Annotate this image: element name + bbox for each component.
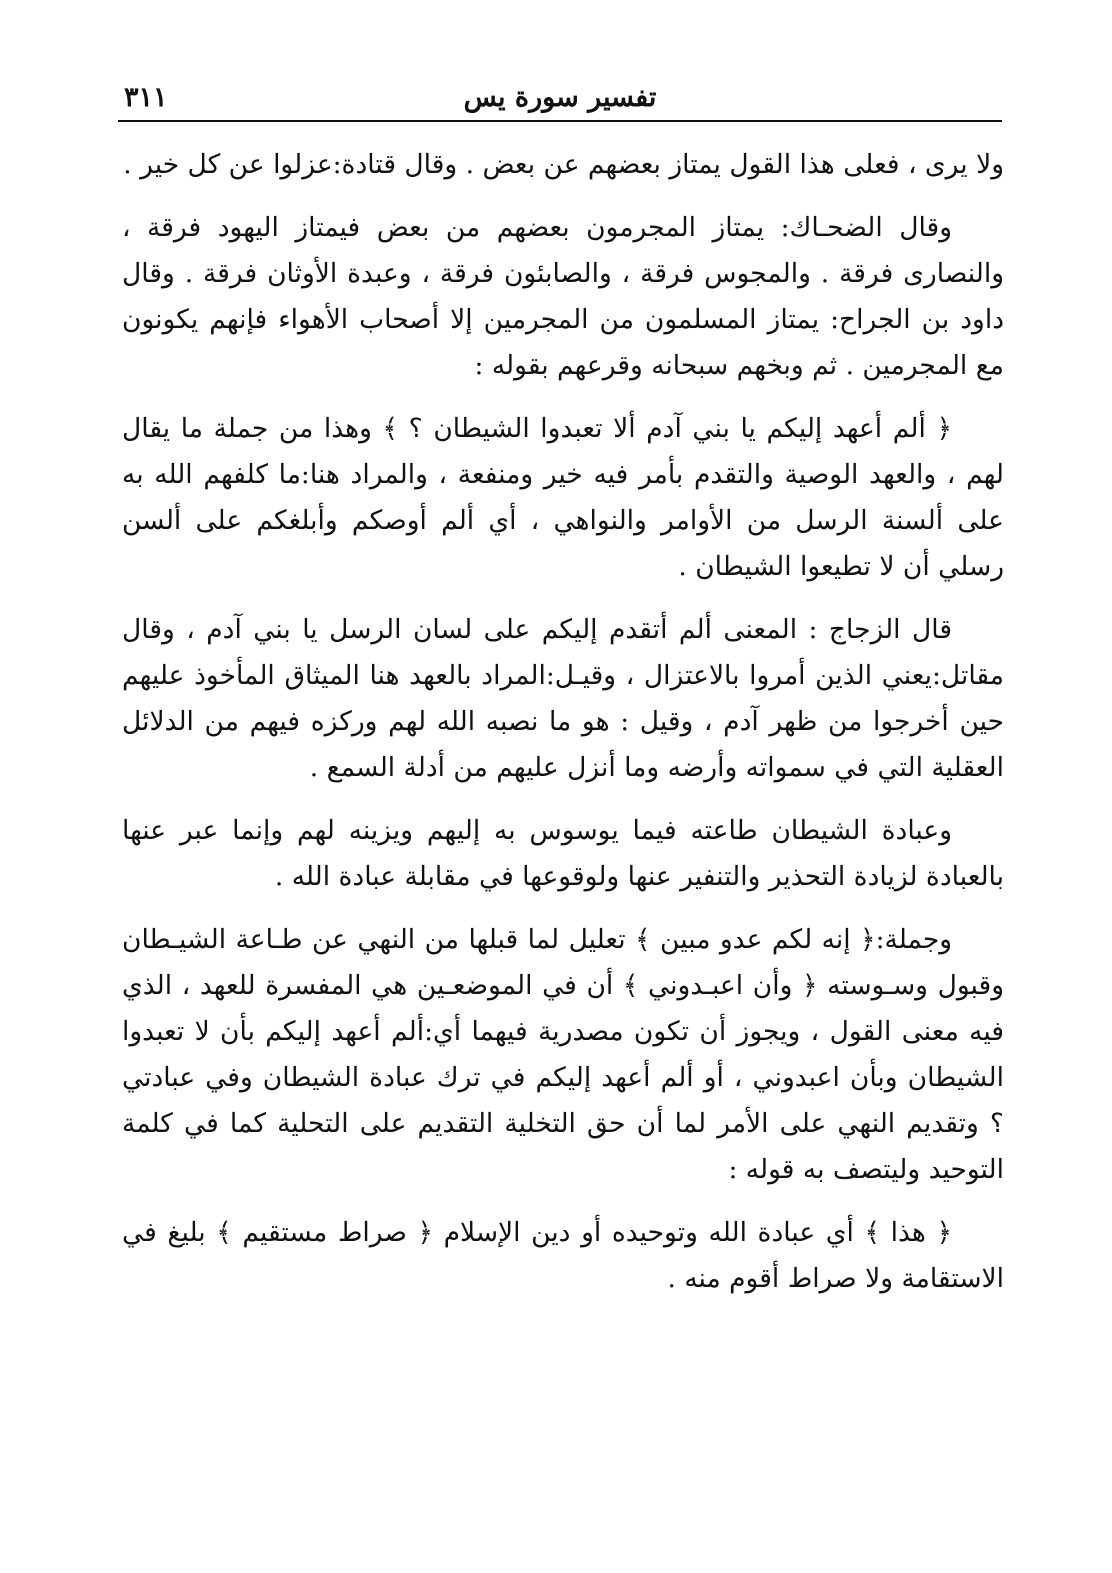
- paragraph: ولا يرى ، فعلى هذا القول يمتاز بعضهم عن بعض . وقال قتادة:عزلوا عن كل خير .: [123, 149, 1004, 180]
- running-title: تفسير سورة يس: [463, 82, 657, 113]
- paragraph: ﴿ ألم أعهد إليكم يا بني آدم ألا تعبدوا الشيطان ؟ ﴾ وهذا من جملة ما يقال لهم ، والعهد الوصية والتقدم بأمر فيه خير ومنفعة ، والمراد هنا:ما كلفهم الله به على ألسنة الرسل من الأوامر والنواهي ، أي ألم أوصكم وأبلغكم على ألسن رسلي أن لا تطيعوا الشيطان .: [122, 413, 1004, 582]
- page-header: [118, 78, 1002, 122]
- page-body: [122, 142, 1004, 1302]
- paragraph: وجملة:﴿ إنه لكم عدو مبين ﴾ تعليل لما قبلها من النهي عن طـاعة الشيـطان وقبول وسـوسته ﴿ وأن اعبـدوني ﴾ أن في الموضعـين هي المفسرة للعهد ، الذي فيه معنى القول ، ويجوز أن تكون مصدرية فيهما أي:ألم أعهد إليكم بأن لا تعبدوا الشيطان وبأن اعبدوني ، أو ألم أعهد إليكم في ترك عبادة الشيطان وفي عبادتي ؟ وتقديم النهي على الأمر لما أن حق التخلية التقديم على التحلية كما في كلمة التوحيد وليتصف به قوله :: [122, 924, 1004, 1185]
- paragraph: ﴿ هذا ﴾ أي عبادة الله وتوحيده أو دين الإسلام ﴿ صراط مستقيم ﴾ بليغ في الاستقامة ولا صراط أقوم منه .: [122, 1217, 1004, 1294]
- header-rule: [118, 120, 1002, 122]
- page-number: ٣١١: [124, 82, 168, 113]
- paragraph: قال الزجاج : المعنى ألم أتقدم إليكم على لسان الرسل يا بني آدم ، وقال مقاتل:يعني الذين أمروا بالاعتزال ، وقيـل:المراد بالعهد هنا الميثاق المأخوذ عليهم حين أخرجوا من ظهر آدم ، وقيل : هو ما نصبه الله لهم وركزه فيهم من الدلائل العقلية التي في سمواته وأرضه وما أنزل عليهم من أدلة السمع .: [122, 614, 1004, 783]
- paragraph: وقال الضحـاك: يمتاز المجرمون بعضهم من بعض فيمتاز اليهود فرقة ، والنصارى فرقة . والمجوس فرقة ، والصابئون فرقة ، وعبدة الأوثان فرقة . وقال داود بن الجراح: يمتاز المسلمون من المجرمين إلا أصحاب الأهواء فإنهم يكونون مع المجرمين . ثم وبخهم سبحانه وقرعهم بقوله :: [122, 212, 1004, 381]
- paragraph: وعبادة الشيطان طاعته فيما يوسوس به إليهم ويزينه لهم وإنما عبر عنها بالعبادة لزيادة التحذير والتنفير عنها ولوقوعها في مقابلة عبادة الله .: [122, 815, 1004, 892]
